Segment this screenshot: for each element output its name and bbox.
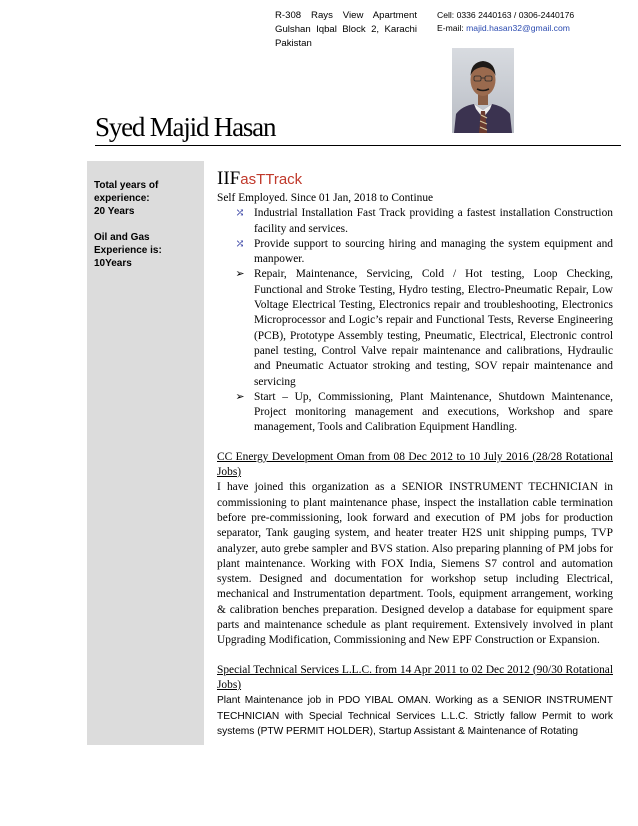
cell-number: Cell: 0336 2440163 / 0306-2440176 xyxy=(437,10,575,20)
header-divider xyxy=(95,145,621,146)
experience-value: 20 Years xyxy=(94,206,135,217)
contact-info xyxy=(437,9,574,35)
cc-energy-body: I have joined this organization as a SENIOR INSTRUMENT TECHNICIAN in commissioning to plant maintenance phase, inspect the installation cable termination before pre-commissioning, look forward and execution of PM jobs for production separator, Tank gauging system, and heater treater H2S unit shipping pumps, TVP analyzer, auto grebe sampler and BVS station. Also preparing planning of PM jobs for plant maintenance. Working with FOX India, Siemens S7 control and automation system. Designed and documentation for workshop setup including Electrical, mechanical and Instrumentation department. Tools, equipment arrangement, working & calibration benches preparation. Designed develop a database for equipment spare parts and maintenance schedule as plant requirement. Extensively involved in plant Upgrading Modification, Commissioning and New EPF Construction or Expansion. xyxy=(217,481,613,647)
list-item xyxy=(217,237,613,268)
logo-prefix: IIF xyxy=(217,168,241,189)
candidate-name: Syed Majid Hasan xyxy=(95,112,276,142)
employment-status: Self Employed. Since 01 Jan, 2018 to Continue xyxy=(217,192,434,204)
iifasttrack-logo xyxy=(217,168,613,191)
list-item xyxy=(217,390,613,436)
oil-gas-label: Oil and Gas Experience is: xyxy=(94,232,162,256)
arrow-bullet-icon: ➢ xyxy=(235,268,245,281)
experience-label: Total years of experience: xyxy=(94,180,159,204)
list-item-text: Provide support to sourcing hiring and managing the system equipment and manpower. xyxy=(254,237,613,266)
arrow-bullet-icon: ➢ xyxy=(235,390,245,403)
logo-suffix: asTTrack xyxy=(240,171,303,188)
email-line xyxy=(437,22,574,35)
profile-photo xyxy=(452,48,514,133)
sts-heading: Special Technical Services L.L.C. from 14 Apr 2011 to 02 Dec 2012 (90/30 Rotational Jobs) xyxy=(217,663,613,691)
list-item xyxy=(217,267,613,389)
email-label: E-mail: xyxy=(437,23,464,33)
experience-section xyxy=(217,168,613,739)
sidebar xyxy=(87,161,204,745)
email-link[interactable]: majid.hasan32@gmail.com xyxy=(466,23,570,33)
flag-bullet-icon: ⤮ xyxy=(235,237,245,250)
list-item xyxy=(217,206,613,237)
list-item-text: Repair, Maintenance, Servicing, Cold / Hot testing, Loop Checking, Functional and Stroke Testing, Hydro testing, Electro-Pneumatic Repair, Low Voltage Electrical Testing, Electronics repair and troubleshooting, Electronics Microprocessor and Logic’s repair and Functional Tests, Reverse Engineering (PCB), Prototype Assembly testing, Pneumatic, Electrical, Electronic control panel testing, Control Valve repair maintenance and calibrations, Hydraulic and Pneumatic Actuator stroking and testing, SOV repair maintenance and servicing xyxy=(254,268,613,388)
list-item-text: Start – Up, Commissioning, Plant Maintenance, Shutdown Maintenance, Project monitoring management and executions, Workshop and spare management, Tools and Calibration Equipment Handling. xyxy=(254,390,613,434)
sts-body: Plant Maintenance job in PDO YIBAL OMAN. Working as a SENIOR INSTRUMENT TECHNICIAN with Special Technical Services L.L.C. Strictly fallow Permit to work systems (PTW PERMIT HOLDER), Startup Assistant & Maintenance of Rotating xyxy=(217,695,613,737)
address: R-308 Rays View Apartment Gulshan Iqbal Block 2, Karachi Pakistan xyxy=(275,10,417,49)
list-item-text: Industrial Installation Fast Track providing a fastest installation Construction facility and services. xyxy=(254,207,613,235)
oil-gas-value: 10Years xyxy=(94,258,132,269)
cc-energy-heading: CC Energy Development Oman from 08 Dec 2012 to 10 July 2016 (28/28 Rotational Jobs) xyxy=(217,450,613,479)
iif-duties-list xyxy=(217,206,613,435)
flag-bullet-icon: ⤮ xyxy=(235,207,245,220)
